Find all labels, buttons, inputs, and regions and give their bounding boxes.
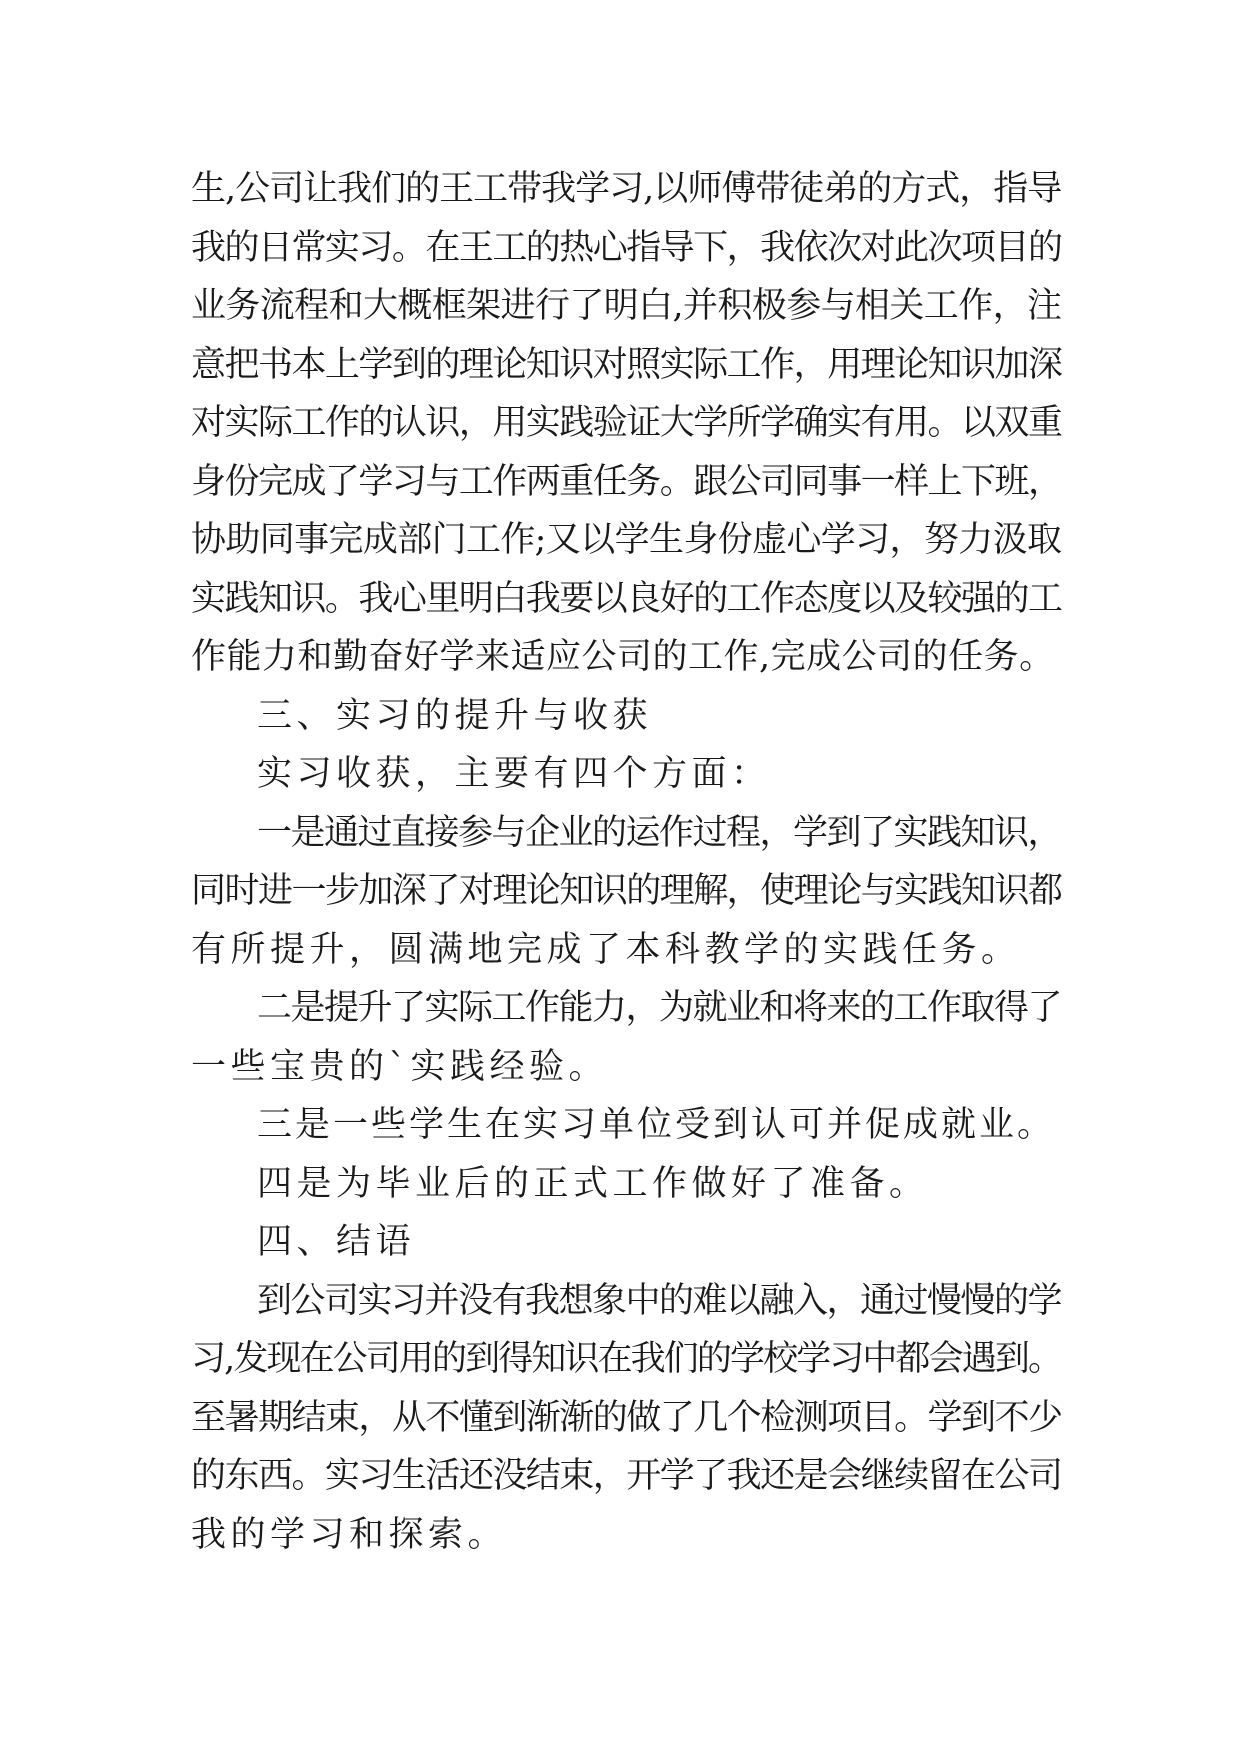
paragraph-line: 我的学习和探索。 <box>191 1514 508 1555</box>
paragraph-line: 作能力和勤奋好学来适应公司的工作,完成公司的任务。 <box>191 637 1055 677</box>
paragraph-line: 到公司实习并没有我想象中的难以融入，通过慢慢的学 <box>257 1280 1062 1321</box>
paragraph-line: 我的日常实习。在王工的热心指导下，我依次对此次项目的 <box>191 227 1061 268</box>
paragraph-line: 三是一些学生在实习单位受到认可并促成就业。 <box>257 1105 1056 1145</box>
paragraph-line: 意把书本上学到的理论知识对照实际工作，用理论知识加深 <box>191 344 1061 385</box>
paragraph-line: 对实际工作的认识，用实践验证大学所学确实有用。以双重 <box>191 403 1061 443</box>
paragraph-line: 一是通过直接参与企业的运作过程，学到了实践知识， <box>257 812 1062 853</box>
paragraph-line: 至暑期结束，从不懂到渐渐的做了几个检测项目。学到不少 <box>191 1397 1061 1438</box>
paragraph-line: 习,发现在公司用的到得知识在我们的学校学习中都会遇到。 <box>191 1339 1061 1379</box>
paragraph-line: 实习收获，主要有四个方面： <box>257 754 771 794</box>
paragraph-line: 二是提升了实际工作能力，为就业和将来的工作取得了 <box>257 988 1062 1028</box>
paragraph-line: 一些宝贵的`实践经验。 <box>191 1046 609 1087</box>
section-heading: 四、结语 <box>257 1222 416 1262</box>
paragraph-line: 业务流程和大概框架进行了明白,并积极参与相关工作，注 <box>191 286 1061 326</box>
paragraph-line: 同时进一步加深了对理论知识的理解，使理论与实践知识都 <box>191 871 1061 911</box>
paragraph-line: 身份完成了学习与工作两重任务。跟公司同事一样上下班， <box>191 461 1061 502</box>
document-body <box>191 160 1061 1564</box>
paragraph-line: 四是为毕业后的正式工作做好了准备。 <box>257 1163 929 1204</box>
paragraph-line: 生,公司让我们的王工带我学习,以师傅带徒弟的方式，指导 <box>191 169 1062 209</box>
paragraph-line: 实践知识。我心里明白我要以良好的工作态度以及较强的工 <box>191 578 1061 619</box>
section-heading: 三、实习的提升与收获 <box>257 695 653 736</box>
paragraph-line: 协助同事完成部门工作;又以学生身份虚心学习，努力汲取 <box>191 520 1061 560</box>
paragraph-line: 的东西。实习生活还没结束，开学了我还是会继续留在公司 <box>191 1456 1061 1496</box>
paragraph-line: 有所提升，圆满地完成了本科教学的实践任务。 <box>191 929 1021 970</box>
